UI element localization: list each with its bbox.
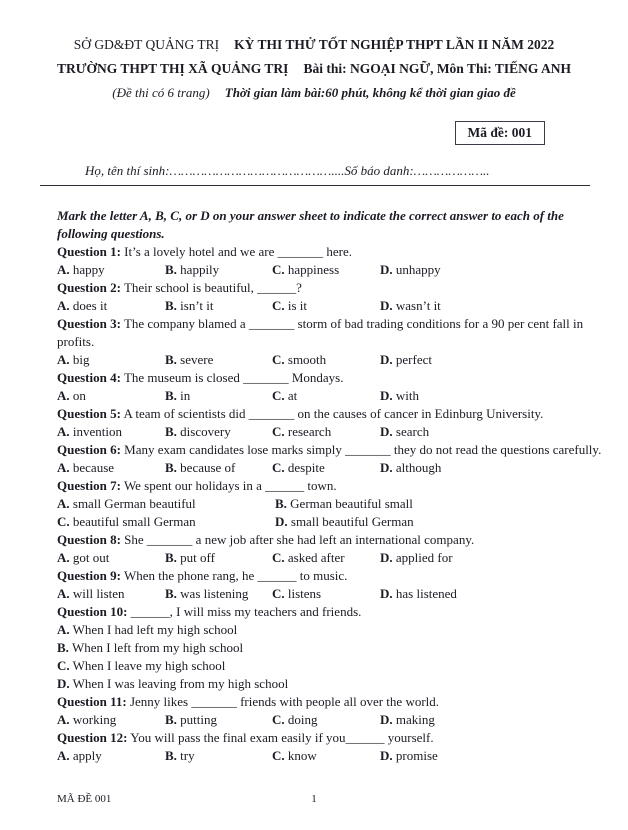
option-text: was listening: [180, 586, 249, 601]
options: [57, 387, 616, 405]
option-letter: C.: [272, 262, 285, 277]
options: [57, 549, 616, 567]
options: [57, 261, 616, 279]
option-letter: B.: [165, 262, 177, 277]
question-block: [57, 441, 616, 477]
option-b: [165, 711, 272, 729]
option-letter: A.: [57, 550, 70, 565]
option-c: [272, 549, 380, 567]
question-number: Question 11:: [57, 694, 127, 709]
option-c: [272, 711, 380, 729]
option-letter: D.: [380, 298, 393, 313]
option-d: [57, 675, 616, 693]
option-text: apply: [72, 748, 102, 763]
duration-note: Thời gian làm bài:60 phút, không kể thời gian giao đề: [224, 85, 516, 100]
option-d: [380, 585, 616, 603]
option-letter: C.: [272, 712, 285, 727]
option-b: [165, 423, 272, 441]
options: [57, 297, 616, 315]
candidate-name-label: Họ, tên thí sinh:: [85, 163, 170, 178]
option-letter: D.: [57, 676, 70, 691]
question-block: [57, 279, 616, 315]
option-letter: A.: [57, 388, 70, 403]
options: [57, 495, 616, 531]
options: [57, 459, 616, 477]
option-text: has listened: [395, 586, 457, 601]
option-letter: A.: [57, 262, 70, 277]
option-c: [272, 387, 380, 405]
separator-line: [40, 185, 590, 186]
option-b: [275, 495, 616, 513]
option-letter: D.: [380, 586, 393, 601]
option-letter: B.: [165, 460, 177, 475]
option-letter: D.: [380, 352, 393, 367]
question-number: Question 2:: [57, 280, 121, 295]
option-text: research: [287, 424, 332, 439]
option-text: perfect: [395, 352, 432, 367]
option-letter: C.: [57, 514, 70, 529]
option-a: [57, 423, 165, 441]
option-b: [165, 297, 272, 315]
option-letter: C.: [272, 460, 285, 475]
option-letter: A.: [57, 352, 70, 367]
option-text: although: [395, 460, 442, 475]
question-text: [57, 405, 616, 423]
option-letter: C.: [272, 550, 285, 565]
options: [57, 585, 616, 603]
option-text: When I was leaving from my high school: [72, 676, 289, 691]
option-text: doing: [287, 712, 318, 727]
option-a: [57, 711, 165, 729]
option-c: [272, 261, 380, 279]
question-text: [57, 243, 616, 261]
question-body: ______, I will miss my teachers and friends.: [130, 604, 362, 619]
option-a: [57, 495, 275, 513]
question-block: [57, 405, 616, 441]
option-text: happily: [180, 262, 220, 277]
department-name: SỞ GD&ĐT QUẢNG TRỊ: [73, 37, 220, 52]
option-text: got out: [72, 550, 110, 565]
question-text: [57, 477, 616, 495]
question-block: [57, 243, 616, 279]
option-text: promise: [395, 748, 438, 763]
option-letter: B.: [275, 496, 287, 511]
option-b: [165, 585, 272, 603]
option-b: [165, 351, 272, 369]
school-name: TRƯỜNG THPT THỊ XÃ QUẢNG TRỊ: [57, 61, 289, 76]
question-number: Question 7:: [57, 478, 121, 493]
option-letter: A.: [57, 460, 70, 475]
option-text: will listen: [72, 586, 125, 601]
option-letter: A.: [57, 424, 70, 439]
question-block: [57, 603, 616, 693]
option-d: [380, 297, 616, 315]
option-d: [380, 459, 616, 477]
option-letter: B.: [165, 748, 177, 763]
option-c: [272, 585, 380, 603]
header-row-2: [0, 57, 628, 81]
option-text: because of: [180, 460, 236, 475]
option-d: [380, 387, 616, 405]
question-body: When the phone rang, he ______ to music.: [123, 568, 348, 583]
option-text: beautiful small German: [72, 514, 196, 529]
question-block: [57, 477, 616, 531]
question-block: [57, 315, 616, 369]
question-text: [57, 729, 616, 747]
option-a: [57, 621, 616, 639]
option-b: [165, 747, 272, 765]
option-text: When I leave my high school: [72, 658, 226, 673]
option-d: [380, 261, 616, 279]
option-letter: B.: [165, 298, 177, 313]
question-block: [57, 531, 616, 567]
option-a: [57, 387, 165, 405]
question-text: [57, 603, 616, 621]
footer-page-number: 1: [311, 793, 317, 805]
option-letter: D.: [380, 424, 393, 439]
option-b: [57, 639, 616, 657]
option-text: unhappy: [395, 262, 441, 277]
header-row-3: [0, 81, 628, 105]
question-number: Question 3:: [57, 316, 121, 331]
option-letter: A.: [57, 748, 70, 763]
option-text: in: [180, 388, 191, 403]
pages-note: (Đề thi có 6 trang): [112, 85, 210, 100]
option-a: [57, 585, 165, 603]
candidate-id-label: Số báo danh:: [344, 163, 414, 178]
option-d: [275, 513, 616, 531]
question-block: [57, 369, 616, 405]
option-a: [57, 297, 165, 315]
option-b: [165, 549, 272, 567]
question-body: The company blamed a _______ storm of bad trading conditions for a 90 per cent fall in profits.: [57, 316, 584, 349]
option-letter: A.: [57, 496, 70, 511]
option-b: [165, 261, 272, 279]
option-text: When I left from my high school: [71, 640, 244, 655]
question-body: Their school is beautiful, ______?: [123, 280, 302, 295]
option-c: [57, 513, 275, 531]
option-text: small beautiful German: [290, 514, 414, 529]
questions: [57, 243, 616, 765]
question-body: A team of scientists did _______ on the causes of cancer in Edinburg University.: [123, 406, 544, 421]
options: [57, 747, 616, 765]
options: [57, 423, 616, 441]
question-body: We spent our holidays in a ______ town.: [123, 478, 337, 493]
option-letter: A.: [57, 622, 70, 637]
option-text: with: [395, 388, 420, 403]
option-letter: D.: [380, 460, 393, 475]
document-footer: [0, 792, 628, 807]
option-a: [57, 351, 165, 369]
question-number: Question 5:: [57, 406, 121, 421]
exam-title: KỲ THI THỬ TỐT NGHIỆP THPT LẦN II NĂM 2022: [234, 37, 555, 52]
option-letter: B.: [165, 586, 177, 601]
option-d: [380, 351, 616, 369]
exam-content: [0, 207, 628, 765]
option-text: big: [72, 352, 90, 367]
document-header: [0, 0, 628, 186]
option-text: happiness: [287, 262, 340, 277]
option-d: [380, 423, 616, 441]
option-letter: D.: [380, 262, 393, 277]
question-number: Question 8:: [57, 532, 121, 547]
option-letter: B.: [165, 352, 177, 367]
option-letter: C.: [272, 586, 285, 601]
question-text: [57, 369, 616, 387]
option-letter: B.: [165, 388, 177, 403]
instructions: Mark the letter A, B, C, or D on your answer sheet to indicate the correct answer to each of the following questions.: [57, 208, 564, 241]
option-letter: C.: [272, 352, 285, 367]
question-text: [57, 567, 616, 585]
option-c: [272, 423, 380, 441]
option-c: [57, 657, 616, 675]
option-letter: D.: [380, 388, 393, 403]
option-text: When I had left my high school: [72, 622, 238, 637]
option-b: [165, 387, 272, 405]
header-row-1: [0, 33, 628, 57]
option-c: [272, 459, 380, 477]
footer-exam-code: MÃ ĐỀ 001: [57, 793, 112, 805]
question-body: She _______ a new job after she had left an international company.: [124, 532, 475, 547]
candidate-id-dots: ………………..: [413, 163, 490, 178]
option-letter: C.: [272, 298, 285, 313]
option-text: putting: [180, 712, 218, 727]
question-body: The museum is closed _______ Mondays.: [123, 370, 344, 385]
option-b: [165, 459, 272, 477]
option-text: working: [72, 712, 117, 727]
question-block: [57, 567, 616, 603]
option-text: discovery: [180, 424, 231, 439]
option-text: severe: [180, 352, 214, 367]
option-text: is it: [287, 298, 308, 313]
option-a: [57, 549, 165, 567]
option-letter: B.: [165, 424, 177, 439]
option-d: [380, 549, 616, 567]
subject-line: Bài thi: NGOẠI NGỮ, Môn Thi: TIẾNG ANH: [303, 61, 571, 76]
question-block: [57, 693, 616, 729]
option-a: [57, 261, 165, 279]
option-text: listens: [287, 586, 322, 601]
option-a: [57, 459, 165, 477]
option-text: wasn’t it: [395, 298, 441, 313]
question-number: Question 4:: [57, 370, 121, 385]
option-letter: D.: [380, 550, 393, 565]
question-number: Question 6:: [57, 442, 121, 457]
exam-code-box: Mã đề: 001: [455, 121, 546, 145]
option-letter: A.: [57, 298, 70, 313]
option-letter: C.: [57, 658, 70, 673]
option-letter: A.: [57, 712, 70, 727]
question-text: [57, 693, 616, 711]
option-letter: B.: [57, 640, 69, 655]
options: [57, 621, 616, 693]
option-text: small German beautiful: [72, 496, 196, 511]
option-text: at: [287, 388, 298, 403]
options: [57, 351, 616, 369]
option-c: [272, 297, 380, 315]
question-number: Question 10:: [57, 604, 128, 619]
option-text: isn’t it: [180, 298, 214, 313]
option-text: put off: [180, 550, 215, 565]
option-text: making: [395, 712, 435, 727]
option-letter: B.: [165, 712, 177, 727]
candidate-info-line: [0, 162, 628, 180]
option-text: does it: [72, 298, 108, 313]
option-a: [57, 747, 165, 765]
option-c: [272, 747, 380, 765]
option-text: applied for: [395, 550, 453, 565]
option-letter: D.: [275, 514, 288, 529]
option-letter: B.: [165, 550, 177, 565]
option-d: [380, 747, 616, 765]
question-body: It’s a lovely hotel and we are _______ here.: [124, 244, 352, 259]
option-text: German beautiful small: [290, 496, 413, 511]
option-letter: D.: [380, 712, 393, 727]
option-letter: D.: [380, 748, 393, 763]
option-text: know: [287, 748, 317, 763]
option-text: happy: [72, 262, 105, 277]
question-number: Question 9:: [57, 568, 121, 583]
question-block: [57, 729, 616, 765]
option-text: despite: [287, 460, 325, 475]
question-number: Question 1:: [57, 244, 121, 259]
question-number: Question 12:: [57, 730, 128, 745]
option-letter: C.: [272, 424, 285, 439]
option-text: asked after: [287, 550, 345, 565]
options: [57, 711, 616, 729]
option-d: [380, 711, 616, 729]
option-text: try: [180, 748, 195, 763]
question-text: [57, 315, 616, 351]
option-text: because: [72, 460, 115, 475]
option-text: on: [72, 388, 86, 403]
question-body: Jenny likes _______ friends with people all over the world.: [129, 694, 440, 709]
question-body: Many exam candidates lose marks simply _______ they do not read the questions carefully.: [124, 442, 602, 457]
option-text: search: [395, 424, 430, 439]
question-text: [57, 279, 616, 297]
option-text: invention: [72, 424, 122, 439]
question-body: You will pass the final exam easily if you______ yourself.: [130, 730, 434, 745]
option-text: smooth: [287, 352, 327, 367]
option-c: [272, 351, 380, 369]
option-letter: A.: [57, 586, 70, 601]
candidate-name-dots: ……………………………………....: [169, 163, 345, 178]
option-letter: C.: [272, 388, 285, 403]
question-text: [57, 441, 616, 459]
question-text: [57, 531, 616, 549]
option-letter: C.: [272, 748, 285, 763]
